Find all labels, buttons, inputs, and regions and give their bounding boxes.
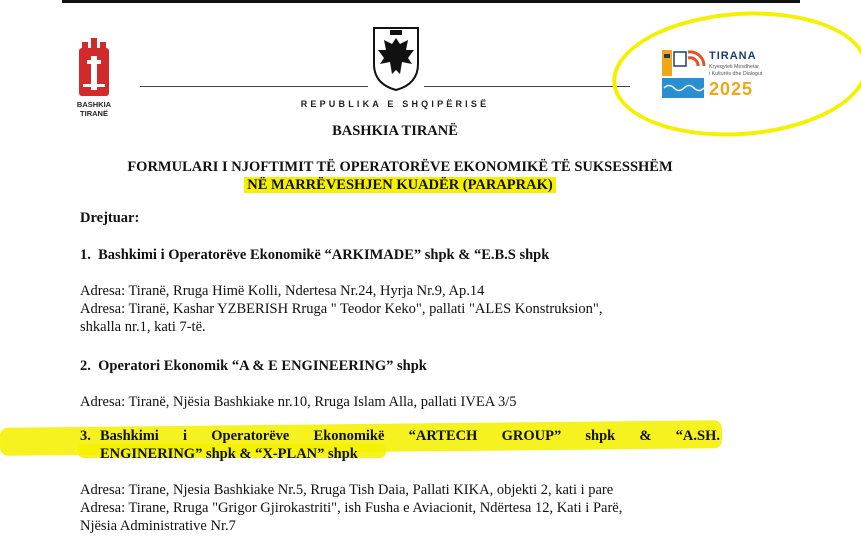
top-rule — [62, 0, 800, 3]
entry-2-heading — [80, 357, 780, 375]
entry-3-number: 3. — [80, 428, 91, 444]
tirana-logo-sub2: i Kulturës dhe Dialogut — [709, 70, 763, 77]
header-rule-left — [140, 86, 368, 87]
entry-1-address-1: Adresa: Tiranë, Rruga Himë Kolli, Ndertesa Nr.24, Hyrja Nr.9, Ap.14 — [80, 283, 485, 299]
form-title-line2-highlighted: NË MARRËVESHJEN KUADËR (PARAPRAK) — [244, 177, 555, 193]
bashkia-logo-line1: BASHKIA — [76, 100, 112, 109]
entry-2-number: 2. — [80, 358, 91, 374]
eagle-emblem-icon — [372, 24, 420, 92]
entry-2-address-1: Adresa: Tiranë, Njësia Bashkiake nr.10, Rruga Islam Alla, pallati IVEA 3/5 — [80, 394, 517, 410]
highlight-circle — [608, 3, 861, 145]
tirana-logo-sub1: Kryeqyteti Mesdhetar — [709, 64, 760, 70]
entry-3-address-1: Adresa: Tirane, Njesia Bashkiake Nr.5, Rruga Tish Daia, Pallati KIKA, objekti 2, kati i pare — [80, 482, 614, 498]
entry-2-name: Operatori Ekonomik “A & E ENGINEERING” shpk — [98, 358, 427, 374]
entry-1-heading — [80, 246, 780, 264]
entry-3-address-2: Adresa: Tirane, Rruga "Grigor Gjirokastriti", ish Fusha e Aviacionit, Ndërtesa 12, Kati i Parë, — [80, 500, 623, 516]
bashkia-logo-caption — [72, 100, 116, 118]
header-rule-right — [424, 86, 630, 87]
entry-3-name-line1: Bashkimi i Operatorëve Ekonomikë “ARTECH GROUP” shpk & “A.SH. — [100, 428, 720, 444]
entry-3-heading — [80, 427, 720, 445]
tirana-logo-word: TIRANA — [709, 50, 757, 62]
bashkia-tirane-logo-icon — [78, 38, 110, 98]
entry-1-name: Bashkimi i Operatorëve Ekonomikë “ARKIMADE” shpk & “E.B.S shpk — [98, 247, 550, 263]
entry-1-number: 1. — [80, 247, 91, 263]
form-title — [60, 158, 740, 194]
republika-label: REPUBLIKA E SHQIPËRISË — [300, 99, 490, 109]
entry-3 — [80, 427, 720, 463]
entry-1 — [80, 246, 780, 336]
entry-2 — [80, 357, 780, 411]
entry-3-addresses — [80, 481, 780, 535]
entry-1-address-2: Adresa: Tiranë, Kashar YZBERISH Rruga " Teodor Keko", pallati "ALES Konstruksion", — [80, 301, 603, 317]
bashkia-heading: BASHKIA TIRANË — [332, 123, 458, 139]
entry-1-address-3: shkalla nr.1, kati 7-të. — [80, 319, 206, 335]
form-title-line1: FORMULARI I NJOFTIMIT TË OPERATORËVE EKONOMIKË TË SUKSESSHËM — [127, 159, 673, 175]
drejtuar-label: Drejtuar: — [80, 210, 140, 226]
tirana-logo-year: 2025 — [709, 79, 754, 99]
bashkia-logo-line2: TIRANË — [80, 109, 108, 118]
entry-3-name-line2: ENGINERING” shpk & “X-PLAN” shpk — [100, 446, 358, 462]
entry-3-address-3: Njësia Administrative Nr.7 — [80, 518, 236, 534]
